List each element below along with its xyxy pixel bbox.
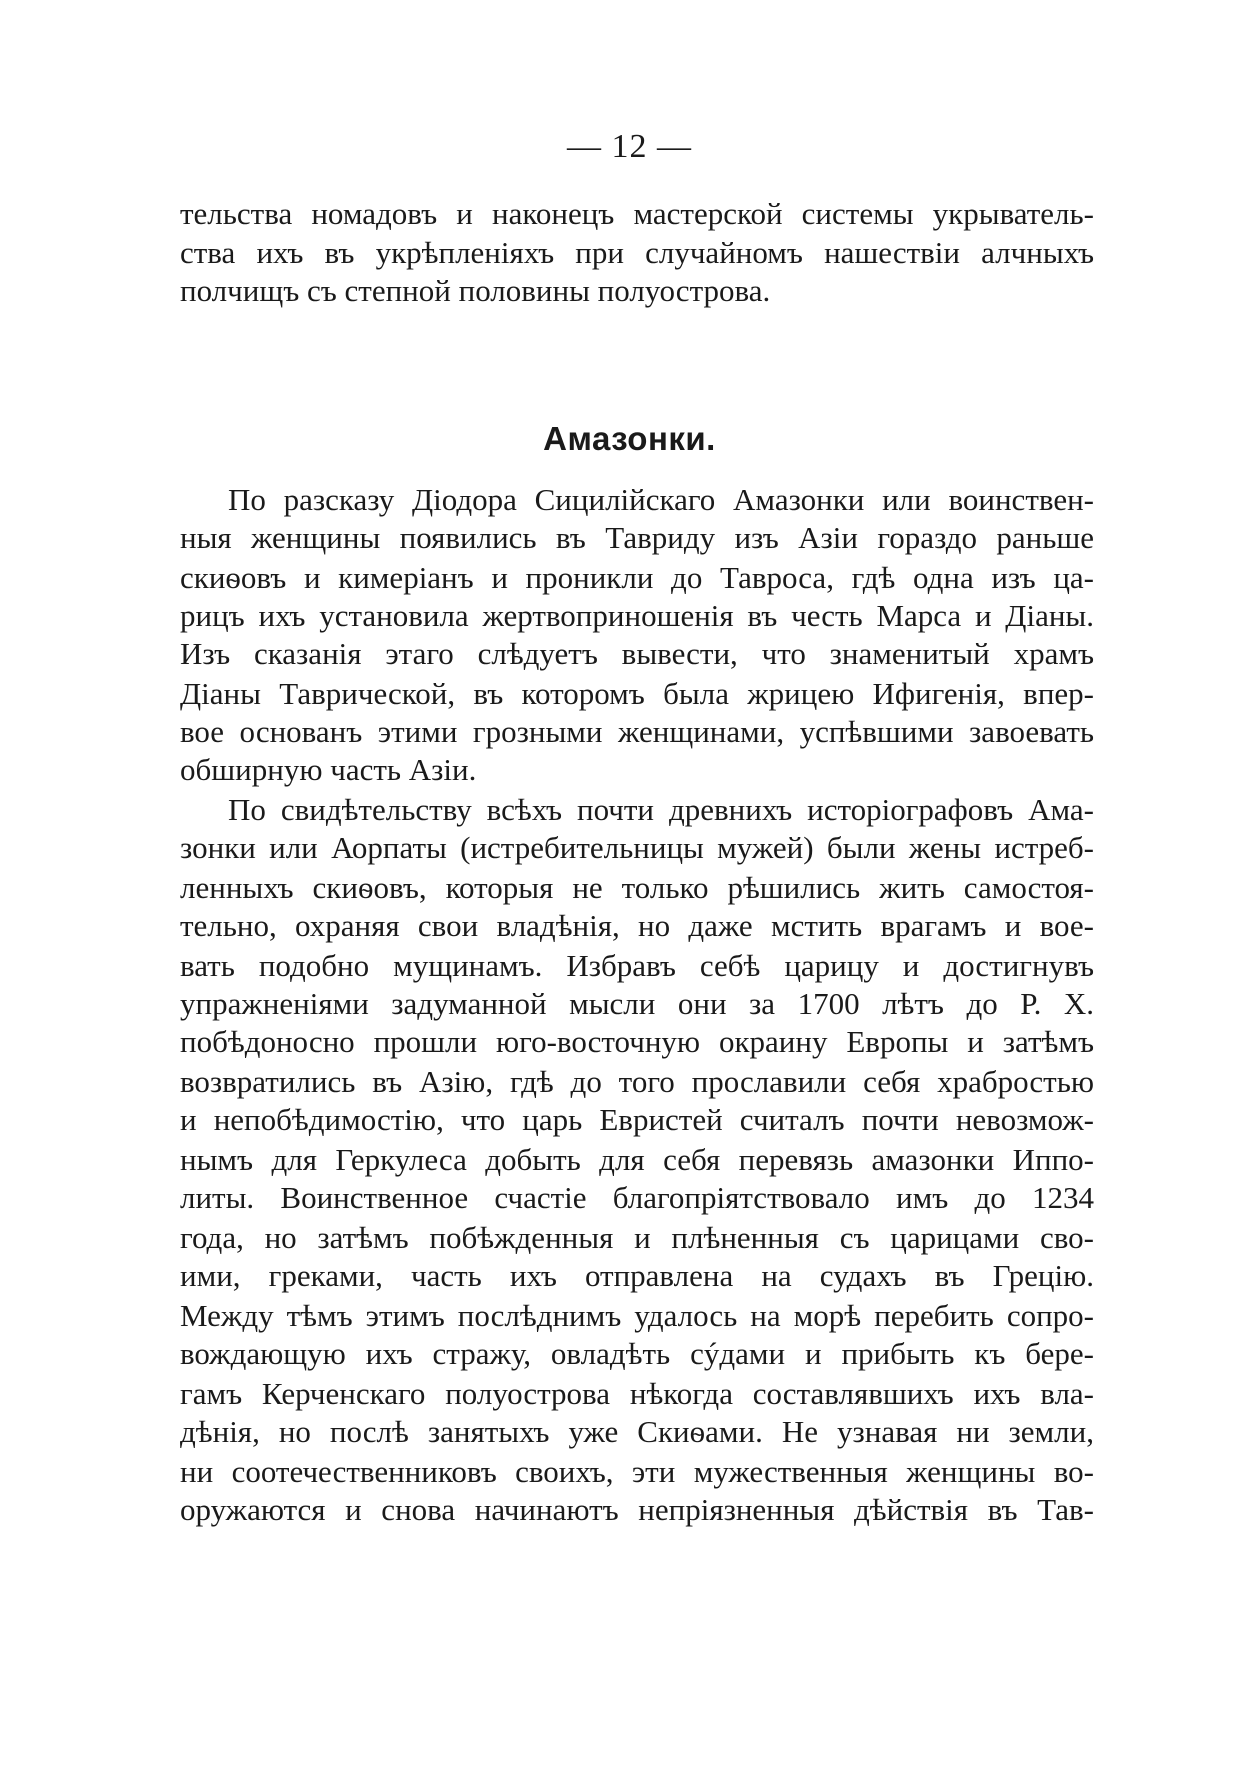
text-line: зонки или Аорпаты (истребительницы мужей) были жены истреб-	[180, 830, 1094, 865]
text-line: и непобѣдимостію, что царь Евристей считалъ почти невозмож-	[180, 1102, 1094, 1137]
text-line: побѣдоносно прошли юго-восточную окраину Европы и затѣмъ	[180, 1024, 1094, 1059]
page-number: — 12 —	[567, 128, 692, 165]
text-line: гамъ Керченскаго полуострова нѣкогда составлявшихъ ихъ вла-	[180, 1376, 1094, 1411]
text-line: рицъ ихъ установила жертвоприношенія въ честь Марса и Діаны.	[180, 598, 1094, 633]
text-line: тельства номадовъ и наконецъ мастерской системы укрыватель-	[180, 196, 1094, 231]
text-line: По свидѣтельству всѣхъ почти древнихъ исторіографовъ Ама-	[228, 792, 1094, 827]
text-line: года, но затѣмъ побѣжденныя и плѣненныя съ царицами сво-	[180, 1220, 1094, 1255]
text-line: нымъ для Геркулеса добыть для себя перевязь амазонки Иппо-	[180, 1142, 1094, 1177]
text-line: тельно, охраняя свои владѣнія, но даже мстить врагамъ и вое-	[180, 908, 1094, 943]
text-line: ни соотечественниковъ своихъ, эти мужественныя женщины во-	[180, 1454, 1094, 1489]
text-line: дѣнія, но послѣ занятыхъ уже Скиѳами. Не узнавая ни земли,	[180, 1414, 1094, 1449]
text-line: литы. Воинственное счастіе благопріятствовало имъ до 1234	[180, 1180, 1094, 1215]
text-line: Изъ сказанія этаго слѣдуетъ вывести, что знаменитый храмъ	[180, 636, 1094, 671]
text-line: оружаются и снова начинаютъ непріязненныя дѣйствія въ Тав-	[180, 1492, 1094, 1527]
text-line: упражненіями задуманной мысли они за 1700 лѣтъ до Р. Х.	[180, 986, 1094, 1021]
text-line: ленныхъ скиѳовъ, которыя не только рѣшились жить самостоя-	[180, 870, 1094, 905]
text-line: возвратились въ Азію, гдѣ до того прославили себя храбростью	[180, 1064, 1094, 1099]
text-line: полчищъ съ степной половины полуострова.	[180, 273, 771, 308]
text-line: ства ихъ въ укрѣпленіяхъ при случайномъ нашествіи алчныхъ	[180, 235, 1094, 270]
text-line: вать подобно мущинамъ. Избравъ себѣ царицу и достигнувъ	[180, 948, 1094, 983]
text-line: ныя женщины появились въ Тавриду изъ Азіи гораздо раньше	[180, 520, 1094, 555]
text-line: обширную часть Азіи.	[180, 752, 477, 787]
section-heading: Амазонки.	[543, 420, 716, 457]
text-line: вое основанъ этими грозными женщинами, успѣвшими завоевать	[180, 714, 1094, 749]
text-line: Между тѣмъ этимъ послѣднимъ удалось на морѣ перебить сопро-	[180, 1298, 1094, 1333]
text-line: скиѳовъ и кимеріанъ и проникли до Тавроса, гдѣ одна изъ ца-	[180, 560, 1094, 595]
text-line: вождающую ихъ стражу, овладѣть сýдами и прибыть къ бере-	[180, 1336, 1094, 1371]
text-line: Діаны Таврической, въ которомъ была жрицею Ифигенія, впер-	[180, 676, 1094, 711]
text-line: ими, греками, часть ихъ отправлена на судахъ въ Грецію.	[180, 1258, 1094, 1293]
text-line: По разсказу Діодора Сицилійскаго Амазонки или воинствен-	[228, 482, 1094, 517]
